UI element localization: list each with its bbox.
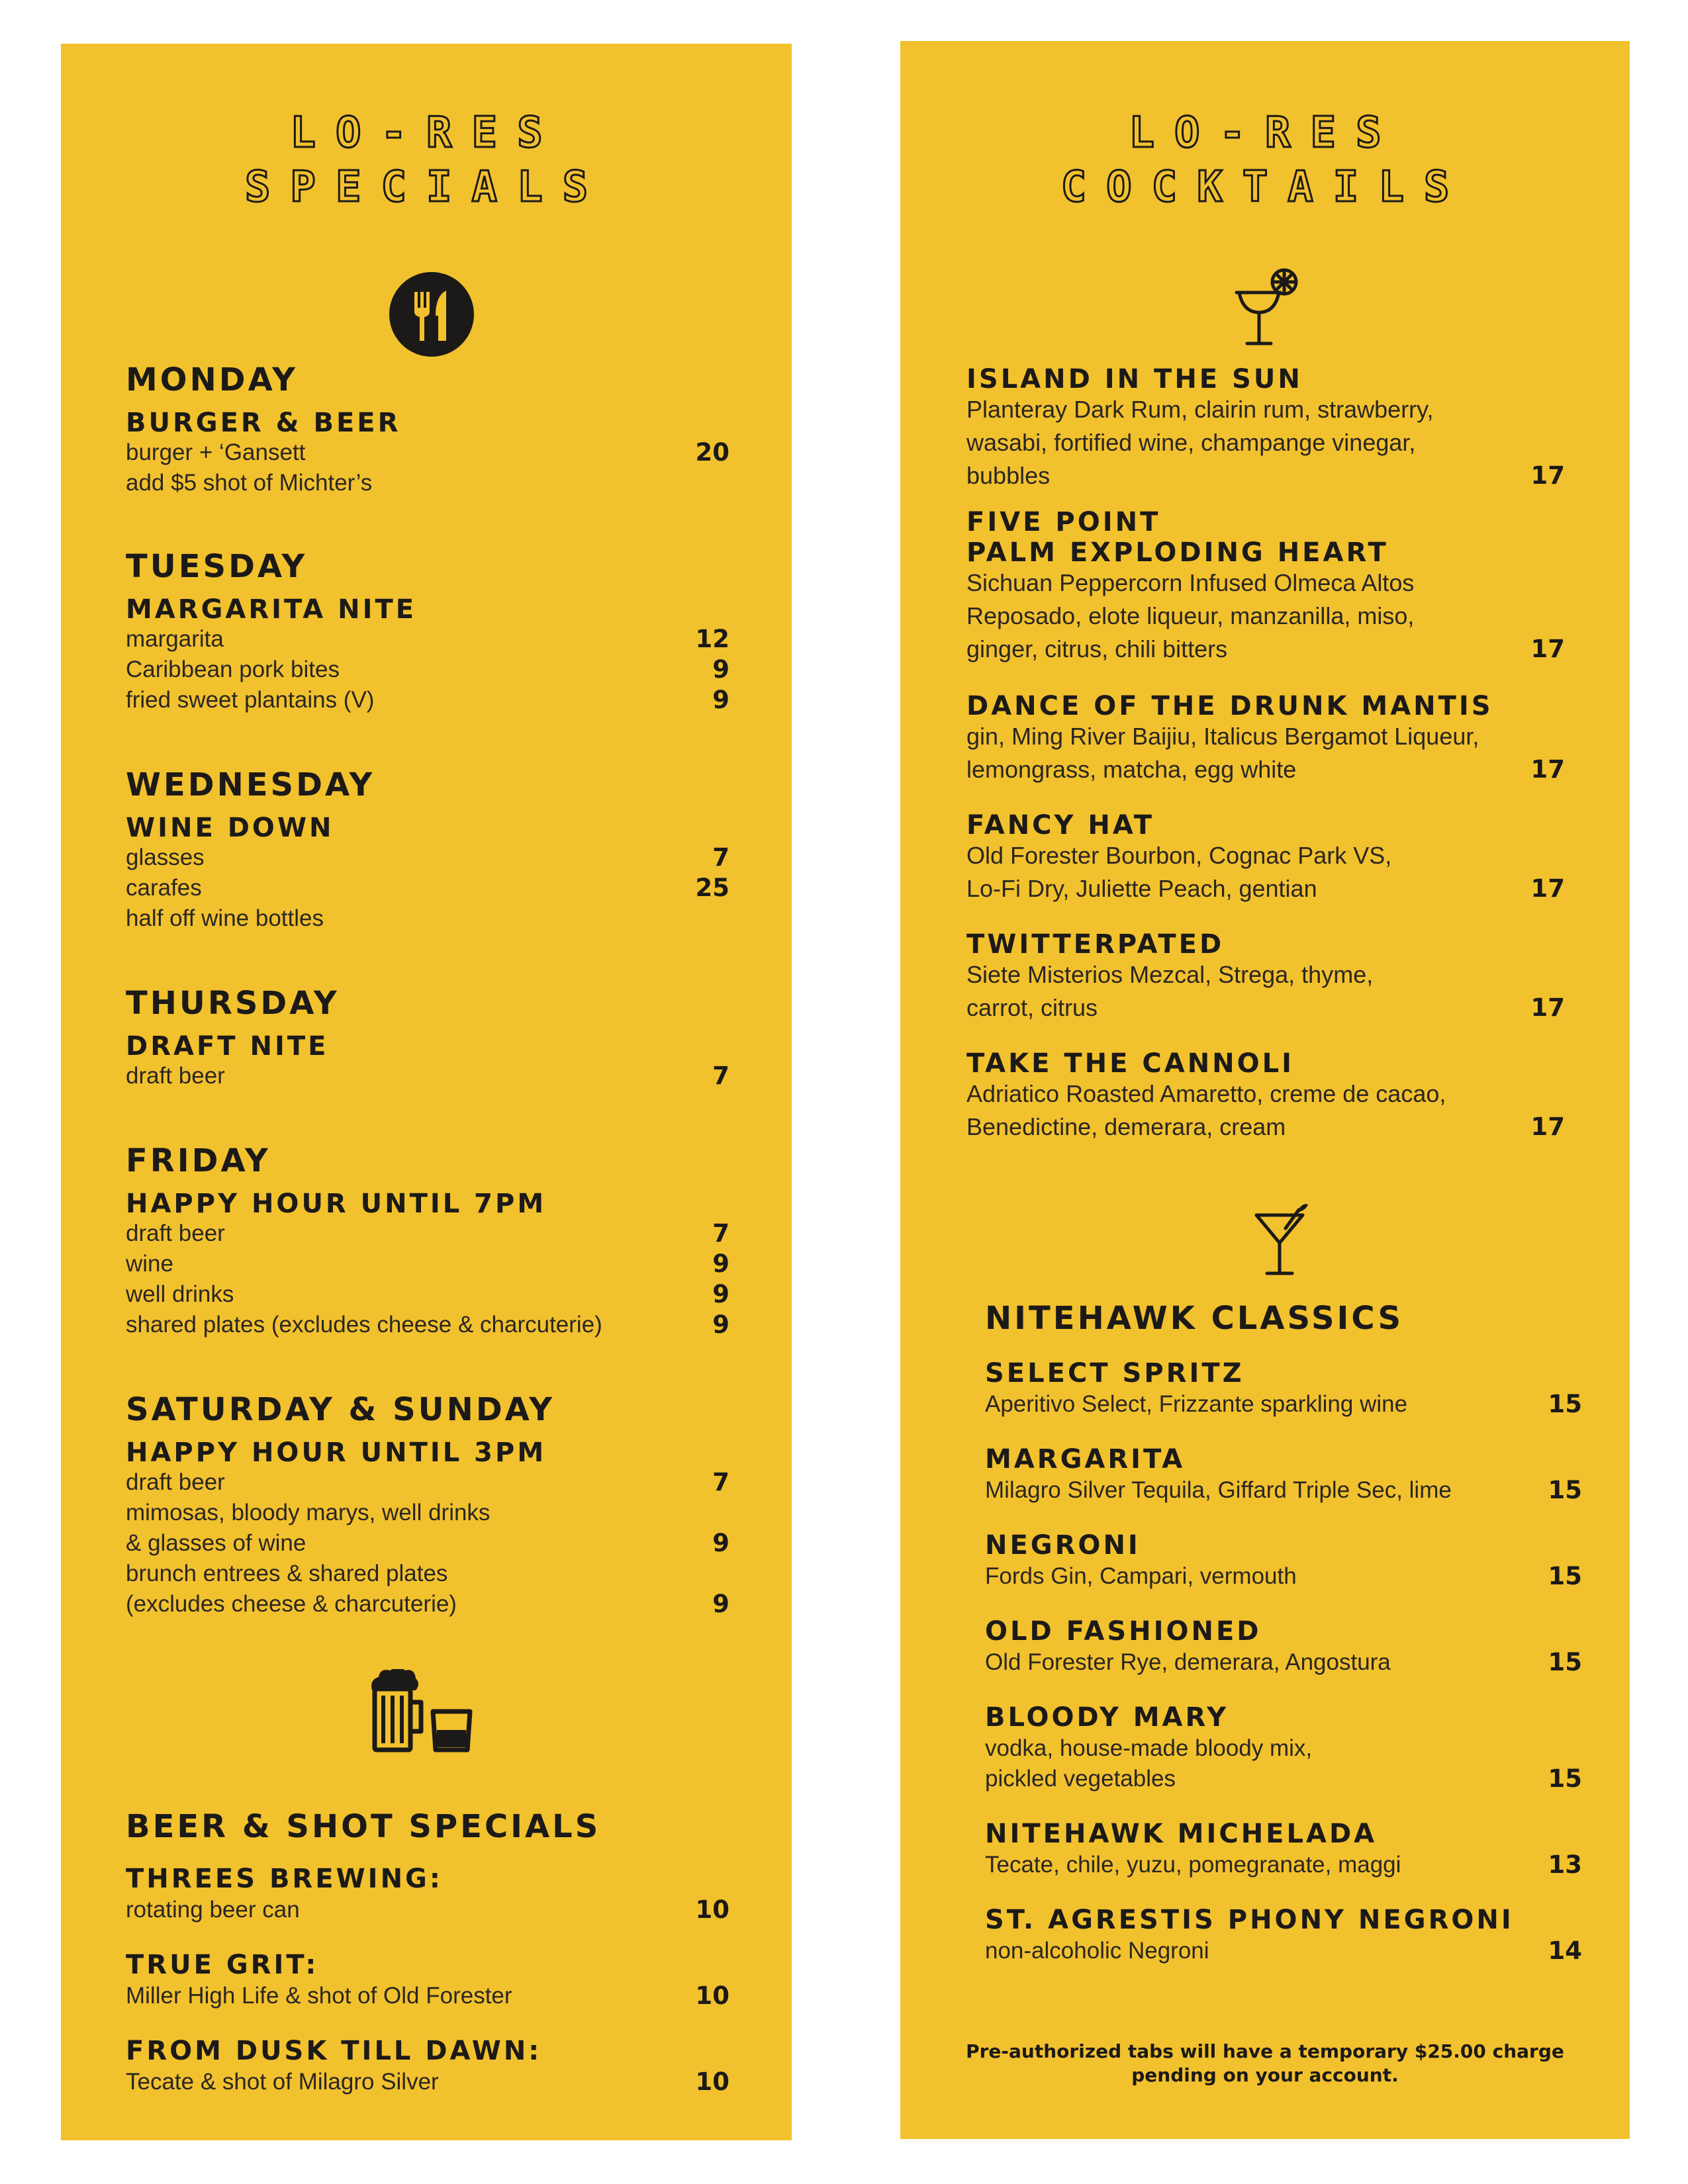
special-name: MARGARITA NITE: [126, 594, 417, 625]
cocktail-name: PALM EXPLODING HEART: [966, 537, 1389, 568]
classic-name: SELECT SPRITZ: [985, 1358, 1244, 1388]
cocktail-desc: Siete Misterios Mezcal, Strega, thyme,: [966, 961, 1374, 988]
special-name: WINE DOWN: [126, 813, 334, 843]
cocktail-desc: Old Forester Bourbon, Cognac Park VS,: [966, 842, 1392, 869]
beer-shot-price: 10: [695, 1981, 729, 2010]
special-item-text: carafes: [126, 875, 202, 901]
classic-desc: Fords Gin, Campari, vermouth: [985, 1563, 1297, 1589]
classic-price: 14: [1548, 1936, 1582, 1965]
cocktails-title-line2: COCKTAILS: [1060, 163, 1470, 212]
beer-shot-title: BEER & SHOT SPECIALS: [126, 1808, 601, 1845]
cocktails-title-line1: LO-RES: [1129, 109, 1401, 158]
specials-title-line2: SPECIALS: [244, 163, 608, 212]
special-item-text: draft beer: [126, 1220, 225, 1246]
special-name: DRAFT NITE: [126, 1031, 329, 1062]
special-item-price: 7: [712, 1219, 729, 1248]
special-item-price: 20: [695, 438, 729, 467]
cocktail-name: FIVE POINT: [966, 507, 1161, 537]
beer-shot-desc: Tecate & shot of Milagro Silver: [126, 2069, 439, 2095]
special-item-price: 9: [712, 1280, 729, 1308]
classics-title: NITEHAWK CLASSICS: [985, 1300, 1404, 1337]
classic-name: NEGRONI: [985, 1530, 1141, 1561]
beer-shot-desc: rotating beer can: [126, 1897, 300, 1923]
martini-glass-icon: [1251, 1201, 1317, 1280]
classic-price: 13: [1548, 1850, 1582, 1879]
classic-price: 15: [1548, 1764, 1582, 1793]
special-item-text: draft beer: [126, 1469, 225, 1495]
cocktail-price: 17: [1530, 1113, 1565, 1141]
beer-shot-name: THREES BREWING:: [126, 1864, 443, 1894]
special-item-text: well drinks: [126, 1281, 234, 1307]
special-item-price: 9: [712, 1529, 729, 1557]
beer-and-shot-icon: [368, 1669, 474, 1755]
cocktail-desc: gin, Ming River Baijiu, Italicus Bergamot Liqueur,: [966, 723, 1479, 750]
cocktail-name: DANCE OF THE DRUNK MANTIS: [966, 691, 1493, 721]
specials-panel: [61, 44, 792, 2140]
classic-desc: non-alcoholic Negroni: [985, 1938, 1209, 1964]
cocktail-desc: Lo-Fi Dry, Juliette Peach, gentian: [966, 875, 1317, 902]
special-item-price: 7: [712, 1468, 729, 1496]
cocktail-name: ISLAND IN THE SUN: [966, 364, 1303, 394]
classic-price: 15: [1548, 1648, 1582, 1676]
cocktail-desc: Sichuan Peppercorn Infused Olmeca Altos: [966, 569, 1415, 596]
special-item-text: fried sweet plantains (V): [126, 687, 375, 713]
special-item-text: & glasses of wine: [126, 1530, 306, 1556]
beer-shot-name: TRUE GRIT:: [126, 1950, 319, 1980]
special-item-text: brunch entrees & shared plates: [126, 1561, 448, 1586]
special-item-price: 25: [695, 874, 729, 902]
day-heading: MONDAY: [126, 361, 298, 398]
special-item-price: 12: [695, 625, 729, 653]
special-item-text: Caribbean pork bites: [126, 657, 340, 682]
cocktail-price: 17: [1530, 755, 1565, 784]
cocktail-price: 17: [1530, 635, 1565, 663]
fork-knife-icon: [389, 272, 474, 357]
day-heading: SATURDAY & SUNDAY: [126, 1391, 555, 1428]
day-heading: WEDNESDAY: [126, 766, 375, 803]
classic-name: MARGARITA: [985, 1444, 1186, 1475]
beer-shot-name: FROM DUSK TILL DAWN:: [126, 2036, 542, 2066]
classic-desc: Tecate, chile, yuzu, pomegranate, maggi: [985, 1852, 1401, 1878]
cocktails-panel: [900, 41, 1630, 2139]
cocktail-price: 17: [1530, 993, 1565, 1022]
cocktail-desc: ginger, citrus, chili bitters: [966, 635, 1228, 662]
special-item-text: add $5 shot of Michter’s: [126, 470, 373, 496]
classic-name: BLOODY MARY: [985, 1702, 1229, 1733]
classic-price: 15: [1548, 1476, 1582, 1504]
special-item-text: half off wine bottles: [126, 905, 324, 931]
special-item-text: burger + ‘Gansett: [126, 439, 306, 465]
special-item-text: wine: [126, 1251, 173, 1277]
day-heading: TUESDAY: [126, 548, 308, 585]
special-item-price: 9: [712, 1590, 729, 1618]
special-item-price: 7: [712, 843, 729, 872]
margarita-glass-icon: [1231, 266, 1304, 352]
special-item-text: (excludes cheese & charcuterie): [126, 1591, 457, 1617]
classic-price: 15: [1548, 1562, 1582, 1590]
cocktail-desc: Reposado, elote liqueur, manzanilla, miso,: [966, 602, 1415, 629]
classic-desc: Old Forester Rye, demerara, Angostura: [985, 1649, 1391, 1675]
special-name: HAPPY HOUR UNTIL 3PM: [126, 1437, 547, 1468]
cocktail-desc: carrot, citrus: [966, 994, 1098, 1021]
cocktail-desc: Adriatico Roasted Amaretto, creme de cacao,: [966, 1080, 1446, 1107]
beer-shot-desc: Miller High Life & shot of Old Forester: [126, 1983, 512, 2009]
special-item-price: 9: [712, 1250, 729, 1278]
special-item-price: 9: [712, 655, 729, 684]
footer-note-line2: pending on your account.: [1131, 2064, 1399, 2086]
special-item-text: margarita: [126, 626, 224, 652]
cocktail-desc: wasabi, fortified wine, champange vinegar,: [966, 429, 1416, 456]
cocktail-name: TWITTERPATED: [966, 929, 1225, 960]
beer-shot-price: 10: [695, 1895, 729, 1924]
classic-name: OLD FASHIONED: [985, 1616, 1262, 1647]
cocktail-price: 17: [1530, 461, 1565, 490]
classic-desc: vodka, house-made bloody mix,: [985, 1735, 1313, 1761]
special-item-text: glasses: [126, 844, 205, 870]
cocktail-name: TAKE THE CANNOLI: [966, 1048, 1295, 1079]
cocktail-price: 17: [1530, 874, 1565, 903]
classic-desc: pickled vegetables: [985, 1766, 1176, 1792]
cocktail-desc: bubbles: [966, 462, 1051, 489]
cocktail-desc: lemongrass, matcha, egg white: [966, 756, 1297, 783]
cocktail-name: FANCY HAT: [966, 810, 1155, 841]
classic-desc: Aperitivo Select, Frizzante sparkling wine: [985, 1391, 1408, 1417]
classic-name: ST. AGRESTIS PHONY NEGRONI: [985, 1905, 1514, 1935]
classic-price: 15: [1548, 1390, 1582, 1418]
classic-name: NITEHAWK MICHELADA: [985, 1819, 1378, 1849]
beer-shot-price: 10: [695, 2068, 729, 2096]
cocktail-desc: Planteray Dark Rum, clairin rum, strawberry,: [966, 396, 1434, 423]
special-name: HAPPY HOUR UNTIL 7PM: [126, 1189, 547, 1219]
special-name: BURGER & BEER: [126, 408, 401, 438]
specials-title-line1: LO-RES: [290, 109, 563, 158]
special-item-price: 7: [712, 1062, 729, 1090]
footer-note-line1: Pre-authorized tabs will have a temporary $25.00 charge: [966, 2040, 1564, 2062]
cocktail-desc: Benedictine, demerara, cream: [966, 1113, 1286, 1140]
day-heading: THURSDAY: [126, 985, 340, 1022]
special-item-text: shared plates (excludes cheese & charcuterie): [126, 1312, 602, 1338]
special-item-text: draft beer: [126, 1063, 225, 1089]
day-heading: FRIDAY: [126, 1142, 271, 1179]
special-item-price: 9: [712, 1310, 729, 1339]
special-item-text: mimosas, bloody marys, well drinks: [126, 1500, 491, 1525]
classic-desc: Milagro Silver Tequila, Giffard Triple Sec, lime: [985, 1477, 1452, 1503]
special-item-price: 9: [712, 686, 729, 714]
